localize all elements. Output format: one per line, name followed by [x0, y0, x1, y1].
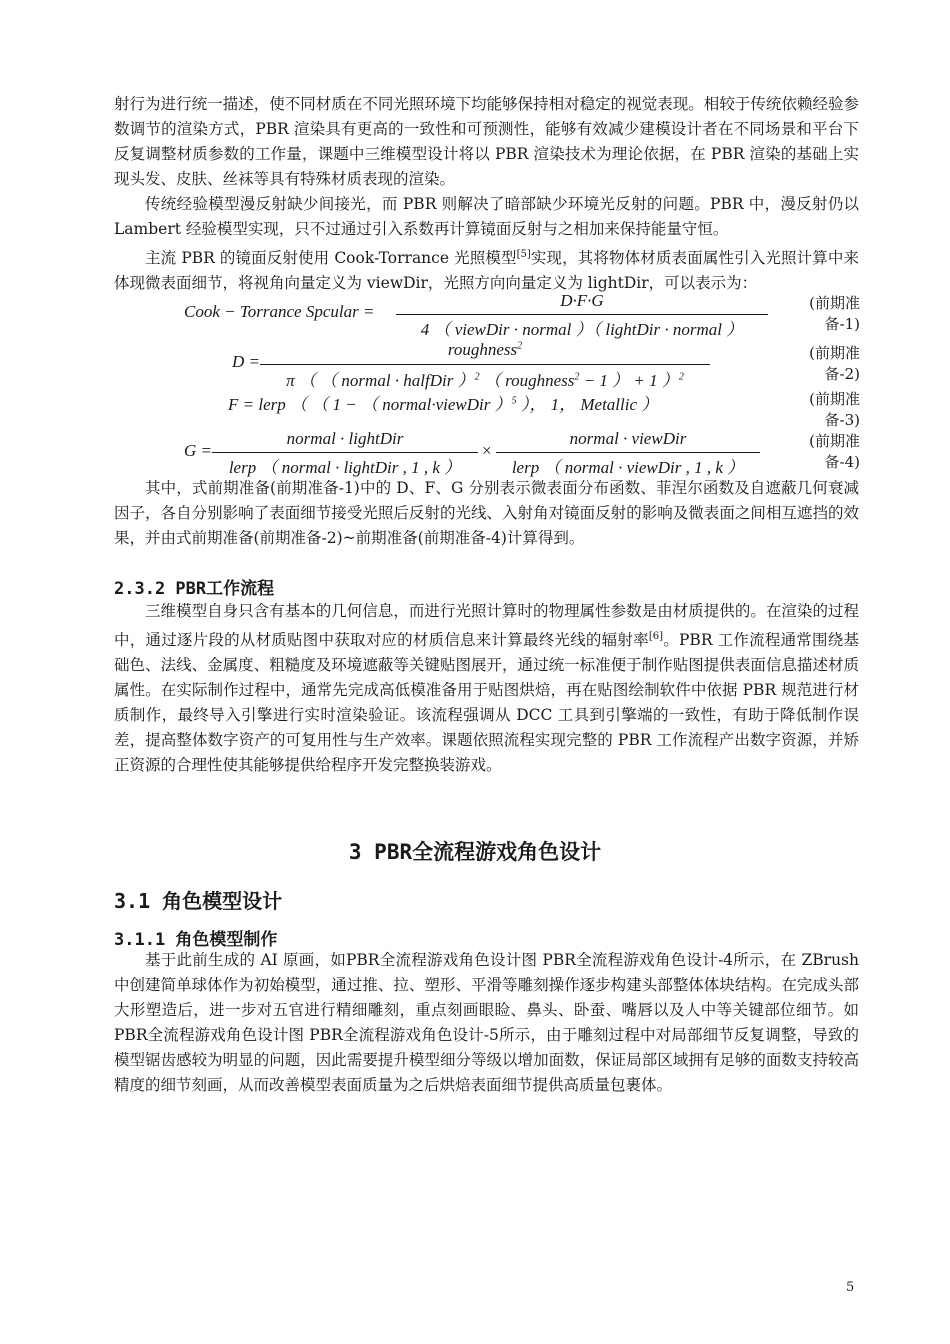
paragraph-pbr-intro: 射行为进行统一描述，使不同材质在不同光照环境下均能够保持相对稳定的视觉表现。相较于传统依赖经验参数调节的渲染方式，PBR 渲染具有更高的一致性和可预测性，能够有效减少建模设计者在不同场景和平台下反复调整材质参数的工作量，课题中三维模型设计将以 PBR 渲染技术为理论依据，在 PBR 渲染的基础上实现头发、皮肤、丝袜等具有特殊材质表现的渲染。	[114, 95, 859, 188]
equation-2-den-b: （ roughness	[479, 371, 575, 390]
equation-1-label: (前期准备-1)	[809, 294, 860, 333]
equation-2-den-exp3: 2	[678, 371, 684, 383]
citation-ref-6: [6]	[648, 631, 664, 642]
cook-torrance-text-b: 实现，其将物体材质表面属性引入光照计算中来体现微表面细节，将视角向量定义为 viewDir，光照方向向量定义为 lightDir，可以表示为：	[114, 249, 859, 293]
equation-2-den-a: π （ （ normal · halfDir ）	[286, 371, 475, 390]
equation-2-den-c: − 1 ） + 1 ）	[579, 371, 679, 390]
equation-2-num-text: roughness	[447, 340, 518, 359]
paragraph-dfg-explanation: 其中，式前期准备(前期准备-1)中的 D、F、G 分别表示微表面分布函数、菲涅尔函数及自遮蔽几何衰减因子，各自分别影响了表面细节接受光照后反射的光线、入射角对镜面反射的影响及微表面之间相互遮挡的效果，并由式前期准备(前期准备-2)~前期准备(前期准备-4)计算得到。	[114, 479, 859, 547]
equation-3-text-a: F = lerp （ （ 1 − （ normal·viewDir ）	[228, 395, 512, 414]
equation-4-denominator-1: lerp （ normal · lightDir , 1 , k ）	[228, 458, 462, 477]
cook-torrance-text-a: 主流 PBR 的镜面反射使用 Cook-Torrance 光照模型	[145, 249, 517, 268]
equation-2-den-exp1: 2	[474, 371, 480, 383]
equation-1-denominator: 4 （ viewDir · normal ）（ lightDir · normal ）	[420, 320, 744, 339]
equation-2-denominator	[260, 366, 710, 391]
equation-4-numerator-2: normal · viewDir	[569, 429, 687, 448]
equation-1-lhs: Cook − Torrance Spcular =	[184, 302, 375, 321]
equation-2-lhs: D =	[232, 352, 260, 371]
equation-4-times: ×	[482, 441, 492, 460]
section-heading-3-1: 3.1 角色模型设计	[114, 889, 283, 913]
page-number: 5	[846, 1280, 855, 1295]
section-heading-3-1-1: 3.1.1 角色模型制作	[114, 930, 278, 950]
workflow-text-b: 。PBR 工作流程通常围绕基础色、法线、金属度、粗糙度及环境遮蔽等关键贴图展开，通过统一标准便于制作贴图提供表面信息描述材质属性。在实际制作过程中，通常先完成高低模准备用于贴图烘焙，再在贴图绘制软件中依据 PBR 规范进行材质制作，最终导入引擎进行实时渲染验证。该流程强调从 DCC 工具到引擎端的一致性，有助于降低制作误差，提高整体数字资产的可复用性与生产效率。课题依照流程实现完整的 PBR 工作流程产出数字资源，并矫正资源的合理性使其能够提供给程序开发完整换装游戏。	[114, 631, 859, 775]
equation-4-denominator-2: lerp （ normal · viewDir , 1 , k ）	[511, 458, 745, 477]
paragraph-model-making: 基于此前生成的 AI 原画，如PBR全流程游戏角色设计图 PBR全流程游戏角色设计-4所示，在 ZBrush 中创建简单球体作为初始模型，通过推、拉、塑形、平滑等雕刻操作逐步构建头部整体体块结构。在完成头部大形塑造后，进一步对五官进行精细雕刻，重点刻画眼睑、鼻头、卧蚕、嘴唇以及人中等关键部位细节。如PBR全流程游戏角色设计图 PBR全流程游戏角色设计-5所示，由于雕刻过程中对局部细节反复调整，导致的模型锯齿感较为明显的问题，因此需要提升模型细分等级以增加面数，保证局部区域拥有足够的面数支持较高精度的细节刻画，从而改善模型表面质量为之后烘焙表面细节提供高质量包裹体。	[114, 951, 859, 1094]
equation-2-num-exponent: 2	[517, 340, 523, 352]
equation-4-numerator-1: normal · lightDir	[286, 429, 404, 448]
citation-ref-5: [5]	[516, 249, 531, 260]
equation-2-label: (前期准备-2)	[809, 344, 860, 383]
paragraph-cook-torrance	[114, 242, 859, 296]
chapter-heading-3: 3 PBR全流程游戏角色设计	[348, 840, 602, 864]
equation-3-body	[228, 390, 658, 415]
equation-2-fraction-bar	[260, 364, 710, 365]
paragraph-diffuse: 传统经验模型漫反射缺少间接光，而 PBR 则解决了暗部缺少环境光反射的问题。PBR 中，漫反射仍以 Lambert 经验模型实现，只不过通过引入系数再计算镜面反射与之相加来保持能量守恒。	[114, 195, 859, 238]
equation-4-label: (前期准备-4)	[809, 432, 860, 471]
paragraph-pbr-workflow	[114, 599, 859, 778]
equation-4-lhs: G =	[184, 441, 212, 460]
equation-3-label: (前期准备-3)	[809, 390, 860, 429]
equation-3-exponent: 5	[511, 395, 517, 407]
workflow-text-a: 三维模型自身只含有基本的几何信息，而进行光照计算时的物理属性参数是由材质提供的。在渲染的过程中，通过逐片段的从材质贴图中获取对应的材质信息来计算最终光线的辐射率	[114, 602, 859, 650]
equation-2-numerator	[260, 340, 710, 360]
section-heading-2-3-2: 2.3.2 PBR工作流程	[114, 579, 275, 599]
equation-2-den-exp2: 2	[574, 371, 580, 383]
equation-1-numerator: D·F·G	[560, 291, 604, 310]
equation-3-text-b: ）， 1， Metallic ）	[516, 395, 659, 414]
